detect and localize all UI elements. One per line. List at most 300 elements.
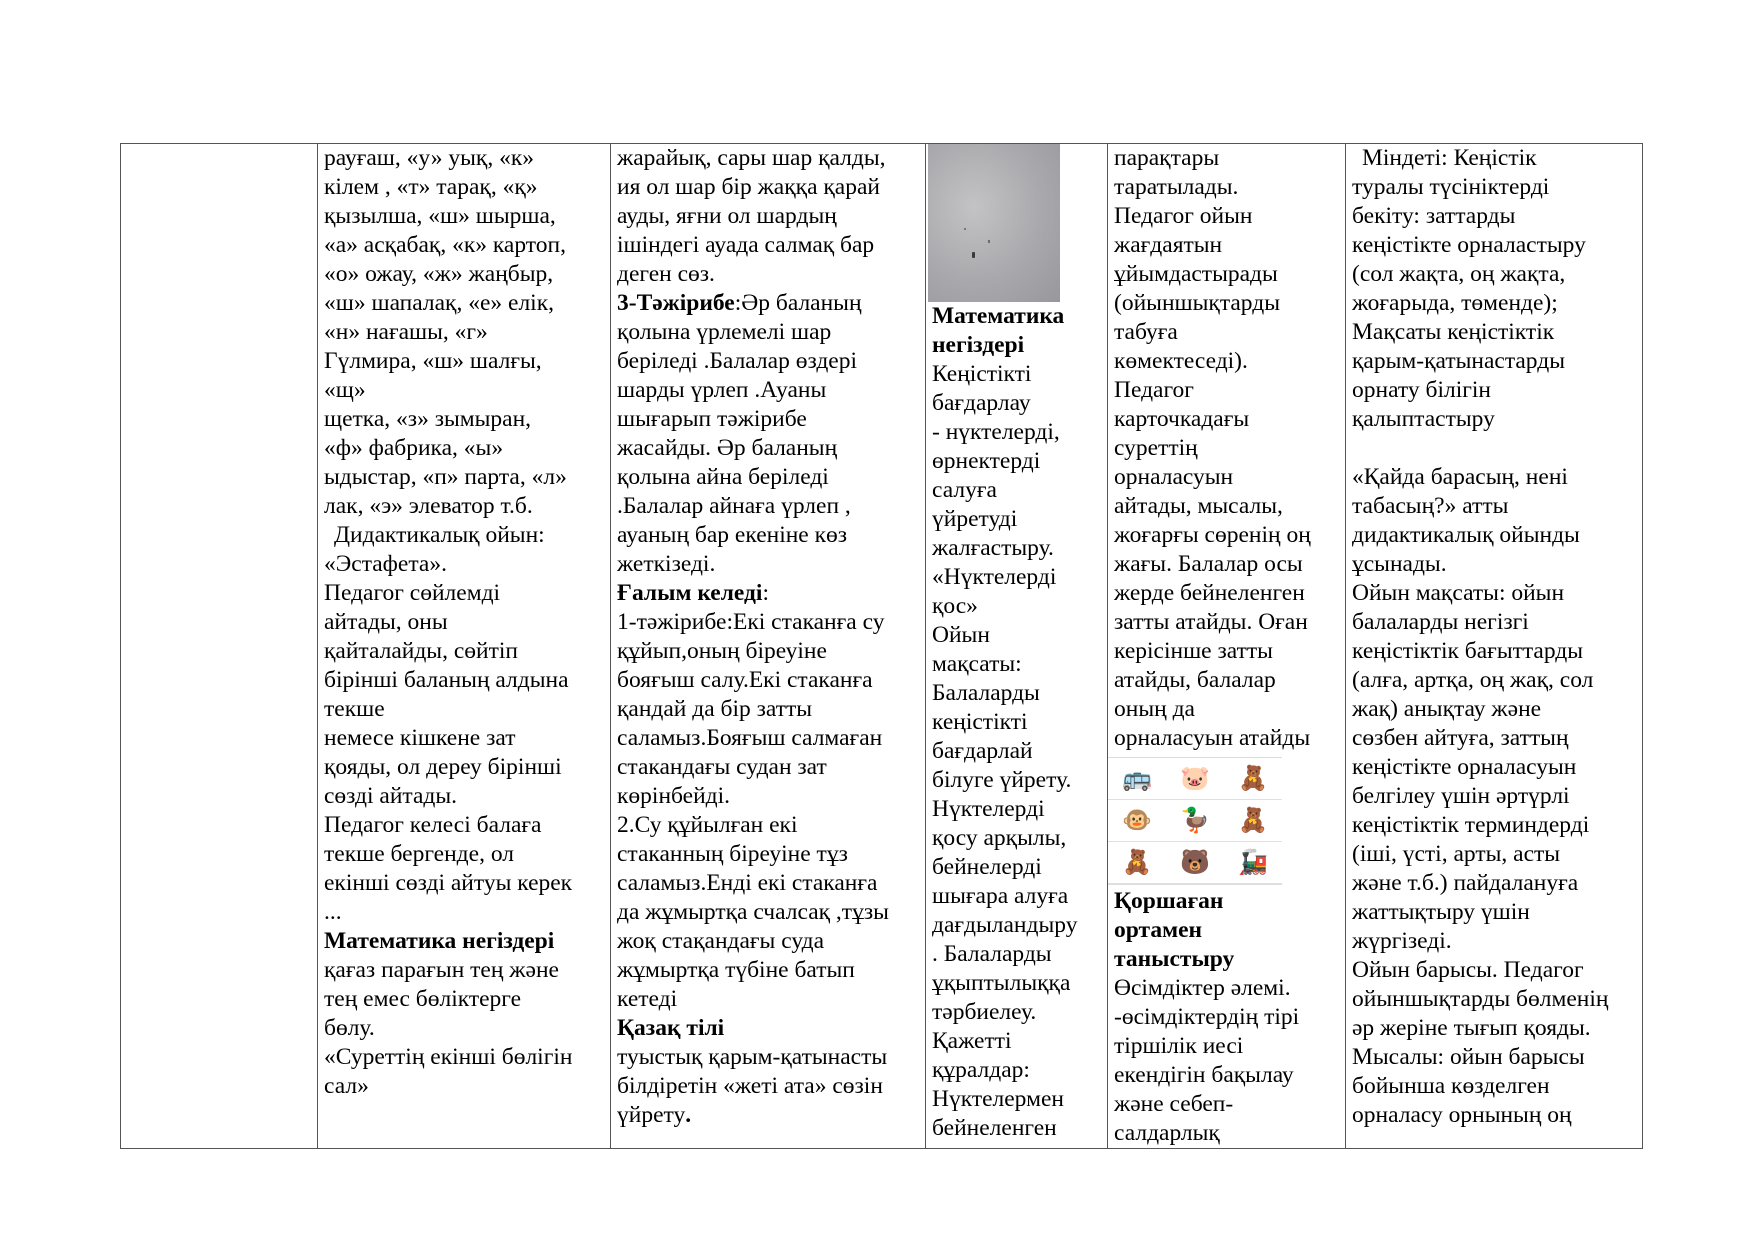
text-line (932, 969, 1101, 998)
text-line (617, 1043, 919, 1072)
text-run: тіршілік иесі (1114, 1033, 1244, 1059)
toy-icon: 🧸 (1224, 800, 1282, 842)
text-line (324, 231, 604, 260)
text-run: деген сөз. (617, 261, 715, 287)
text-line (1114, 974, 1339, 1003)
text-run: Педагог сөйлемді (324, 580, 501, 606)
text-line (324, 956, 604, 985)
text-line (1352, 260, 1636, 289)
text-run: саламыз.Енді екі стаканға (617, 870, 878, 896)
text-line (324, 463, 604, 492)
text-run: «Суреттің екінші бөлігін (324, 1044, 573, 1070)
toy-icon: 🚂 (1224, 842, 1282, 884)
text-run: Нүктелермен (932, 1086, 1064, 1112)
text-run: сал» (324, 1073, 369, 1099)
text-run: лак, «э» элеватор т.б. (324, 493, 533, 519)
text-run: Нүктелерді (932, 796, 1045, 822)
text-line (324, 869, 604, 898)
text-line (1114, 1003, 1339, 1032)
text-line (1352, 985, 1636, 1014)
text-line (1352, 753, 1636, 782)
text-run: «Қайда барасың, нені (1352, 464, 1568, 490)
text-run: ортамен (1114, 917, 1203, 943)
text-run: «н» нағашы, «г» (324, 319, 488, 345)
text-line (1114, 579, 1339, 608)
text-line (617, 1014, 919, 1043)
text-run: немесе кішкене зат (324, 725, 516, 751)
text-run: Қазақ тілі (617, 1015, 725, 1041)
text-run: ұйымдастырады (1114, 261, 1278, 287)
text-run: әр жеріне тығып қояды. (1352, 1015, 1591, 1041)
text-run: таратылады. (1114, 174, 1239, 200)
text-line (324, 434, 604, 463)
text-run: : (762, 580, 769, 606)
text-run: ия ол шар бір жаққа қарай (617, 174, 880, 200)
text-line (1114, 724, 1339, 753)
text-line (324, 1014, 604, 1043)
text-line (617, 405, 919, 434)
column-3-cell (611, 144, 926, 1149)
text-line (617, 434, 919, 463)
text-line (324, 405, 604, 434)
text-line (932, 650, 1101, 679)
text-run: белгілеу үшін әртүрлі (1352, 783, 1570, 809)
text-run: 1-тәжірибе:Екі стаканға су (617, 609, 885, 635)
text-run: стаканның біреуіне тұз (617, 841, 848, 867)
text-run: .Балалар айнаға үрлеп , (617, 493, 851, 519)
text-run: Ойын (932, 622, 990, 648)
text-run: өрнектерді (932, 448, 1041, 474)
text-line (932, 534, 1101, 563)
text-run: қолына үрлемелі шар (617, 319, 832, 345)
text-line (932, 1085, 1101, 1114)
column-4-text (932, 302, 1101, 1143)
text-line (617, 492, 919, 521)
text-run: «Нүктелерді (932, 564, 1057, 590)
text-run: жағдаятын (1114, 232, 1223, 258)
text-run: қояды, ол дереу бірінші (324, 754, 562, 780)
text-run: мақсаты: (932, 651, 1022, 677)
text-line (324, 753, 604, 782)
text-line (617, 550, 919, 579)
column-2-text (324, 144, 604, 1101)
text-run: кеңістікті (932, 709, 1028, 735)
text-run: дидактикалық ойынды (1352, 522, 1580, 548)
text-run: ұқыптылыққа (932, 970, 1071, 996)
text-run: «а» асқабақ, «к» картоп, (324, 232, 566, 258)
text-run: бірінші баланың алдына (324, 667, 569, 693)
text-run: керісінше затты (1114, 638, 1273, 664)
text-run: бағдарлау (932, 390, 1031, 416)
text-run: екінші сөзді айтуы керек (324, 870, 573, 896)
text-run: Қажетті (932, 1028, 1012, 1054)
text-line (932, 331, 1101, 360)
text-line (617, 811, 919, 840)
text-run: бөлу. (324, 1015, 375, 1041)
text-line (932, 621, 1101, 650)
text-line (1352, 724, 1636, 753)
text-line (617, 231, 919, 260)
text-line (932, 302, 1101, 331)
photo-image (928, 144, 1060, 302)
text-run: жоқ стақандағы суда (617, 928, 825, 954)
text-line (1114, 637, 1339, 666)
text-run: рауғаш, «у» уық, «к» (324, 145, 534, 171)
text-line (617, 898, 919, 927)
text-run: щетка, «з» зымыран, (324, 406, 532, 432)
text-line (324, 376, 604, 405)
text-run: салдарлық (1114, 1120, 1220, 1146)
text-run: саламыз.Бояғыш салмаған (617, 725, 883, 751)
text-run: көмектеседі). (1114, 348, 1248, 374)
text-line (932, 1114, 1101, 1143)
text-run: бейнеленген (932, 1115, 1057, 1141)
text-line (1114, 695, 1339, 724)
text-line (1114, 887, 1339, 916)
text-run: қолына айна беріледі (617, 464, 829, 490)
text-line (324, 318, 604, 347)
text-run: ауаның бар екеніне көз (617, 522, 848, 548)
text-line (932, 940, 1101, 969)
text-run: бояғыш салу.Екі стаканға (617, 667, 873, 693)
column-5-text-top (1114, 144, 1339, 753)
column-4-cell (926, 144, 1108, 1149)
text-line (617, 1072, 919, 1101)
text-run: жүргізеді. (1352, 928, 1452, 954)
text-run: ұсынады. (1352, 551, 1447, 577)
text-run: жоғарғы сөренің оң (1114, 522, 1311, 548)
text-run: беріледі .Балалар өздері (617, 348, 857, 374)
text-line (1352, 492, 1636, 521)
text-line (1352, 840, 1636, 869)
text-line (1352, 869, 1636, 898)
text-run: және себеп- (1114, 1091, 1234, 1117)
text-run: айтады, оны (324, 609, 448, 635)
text-run: табасың?» атты (1352, 493, 1509, 519)
text-run: Мысалы: ойын барысы (1352, 1044, 1585, 1070)
text-run: үйретуді (932, 506, 1018, 532)
text-line (324, 173, 604, 202)
text-run: қандай да бір затты (617, 696, 813, 722)
text-line (1114, 318, 1339, 347)
text-run: орнату білігін (1352, 377, 1491, 403)
text-line (1114, 1119, 1339, 1148)
text-run: суреттің (1114, 435, 1198, 461)
text-run: текше (324, 696, 385, 722)
bold-trailing: . (685, 1102, 692, 1128)
text-line (1114, 289, 1339, 318)
text-line (1114, 202, 1339, 231)
toy-icon: 🧸 (1224, 758, 1282, 800)
text-line (1352, 695, 1636, 724)
bold-heading: 3-Тәжірибе (617, 290, 735, 316)
text-run: - нүктелерді, (932, 419, 1060, 445)
text-line (1352, 637, 1636, 666)
text-line (324, 608, 604, 637)
text-line (324, 637, 604, 666)
text-line (1352, 405, 1636, 434)
text-run: :Әр баланың (734, 290, 862, 316)
text-line (1114, 521, 1339, 550)
text-run: білуге үйрету. (932, 767, 1072, 793)
text-line (932, 737, 1101, 766)
text-line (1114, 1061, 1339, 1090)
text-line (1352, 608, 1636, 637)
text-run: салуға (932, 477, 997, 503)
text-run: Ойын барысы. Педагог (1352, 957, 1584, 983)
text-run: текше бергенде, ол (324, 841, 514, 867)
text-run: қағаз парағын тең және (324, 957, 559, 983)
text-run: жаттықтыру үшін (1352, 899, 1530, 925)
column-5-text-bottom (1114, 887, 1339, 1148)
text-run: ойыншықтарды бөлменің (1352, 986, 1609, 1012)
text-line (324, 985, 604, 1014)
toys-picture (1108, 757, 1282, 885)
column-3-text (617, 144, 919, 1130)
text-run: қосу арқылы, (932, 825, 1067, 851)
toy-icon: 🚌 (1108, 758, 1166, 800)
text-run: орналасу орнының оң (1352, 1102, 1572, 1128)
text-line (324, 782, 604, 811)
text-line (324, 927, 604, 956)
text-line (1114, 492, 1339, 521)
text-line (1352, 1043, 1636, 1072)
text-line (932, 853, 1101, 882)
text-run: бекіту: заттарды (1352, 203, 1516, 229)
text-run: карточкадағы (1114, 406, 1250, 432)
text-run: бағдарлай (932, 738, 1033, 764)
text-run: құйып,оның біреуіне (617, 638, 827, 664)
text-run: шығарып тәжірибе (617, 406, 807, 432)
text-line (1352, 1101, 1636, 1130)
text-run: (алға, артқа, оң жақ, сол (1352, 667, 1594, 693)
text-run: құралдар: (932, 1057, 1030, 1083)
text-line (932, 563, 1101, 592)
text-run: үйрету (617, 1102, 686, 1128)
text-line (617, 666, 919, 695)
text-run: және т.б.) пайдалануға (1352, 870, 1579, 896)
text-line (1352, 521, 1636, 550)
toy-icon: 🐻 (1166, 842, 1224, 884)
text-line (617, 608, 919, 637)
text-run: Математика (932, 303, 1065, 329)
text-run: табуға (1114, 319, 1178, 345)
text-line (617, 985, 919, 1014)
text-line (324, 1072, 604, 1101)
text-run: Ойын мақсаты: ойын (1352, 580, 1565, 606)
text-line (1114, 434, 1339, 463)
text-run: Педагог келесі балаға (324, 812, 542, 838)
text-line (324, 260, 604, 289)
text-run: орналасуын атайды (1114, 725, 1311, 751)
text-run: оның да (1114, 696, 1195, 722)
text-run: Дидактикалық ойын: (334, 522, 545, 548)
text-line (932, 1056, 1101, 1085)
text-line (617, 782, 919, 811)
text-line (1114, 405, 1339, 434)
text-line (1352, 463, 1636, 492)
text-line (617, 376, 919, 405)
text-line (324, 811, 604, 840)
text-line (1352, 144, 1636, 173)
text-line (932, 679, 1101, 708)
text-run: (ойыншықтарды (1114, 290, 1280, 316)
text-run: ... (324, 899, 342, 925)
text-run: «Эстафета». (324, 551, 447, 577)
text-line (1352, 956, 1636, 985)
column-2-cell (318, 144, 611, 1149)
text-line (932, 505, 1101, 534)
text-line (324, 840, 604, 869)
text-run: кеңістіктік терминдерді (1352, 812, 1590, 838)
text-run: балаларды негізгі (1352, 609, 1529, 635)
text-run: стакандағы судан зат (617, 754, 827, 780)
text-line (1352, 579, 1636, 608)
text-line (1352, 318, 1636, 347)
text-run: (ішi, үсті, арты, асты (1352, 841, 1561, 867)
text-run: 2.Су құйылған екі (617, 812, 798, 838)
text-line (617, 318, 919, 347)
text-run: тең емес бөліктерге (324, 986, 522, 1012)
text-run: орналасуын (1114, 464, 1234, 490)
text-run: таныстыру (1114, 946, 1235, 972)
text-run: Гүлмира, «ш» шалғы, (324, 348, 542, 374)
text-line (932, 998, 1101, 1027)
text-run: қызылша, «ш» шырша, (324, 203, 556, 229)
text-run: . Балаларды (932, 941, 1052, 967)
text-run: Педагог ойын (1114, 203, 1253, 229)
text-run: білдіретін «жеті ата» сөзін (617, 1073, 883, 1099)
text-line (324, 202, 604, 231)
column-1-cell (121, 144, 318, 1149)
text-run: жарайық, сары шар қалды, (617, 145, 886, 171)
text-line (932, 418, 1101, 447)
text-run: да жұмыртқа счалсақ ,тұзы (617, 899, 889, 925)
text-line (617, 579, 919, 608)
text-line (1114, 916, 1339, 945)
text-line (1352, 202, 1636, 231)
text-run: қарым-қатынастарды (1352, 348, 1565, 374)
text-run: (сол жақта, оң жақта, (1352, 261, 1566, 287)
text-line (617, 869, 919, 898)
text-run: бойынша көзделген (1352, 1073, 1550, 1099)
text-line (1114, 463, 1339, 492)
text-run: «ф» фабрика, «ы» (324, 435, 504, 461)
text-run: атайды, балалар (1114, 667, 1276, 693)
text-run: кеңістікте орналасуын (1352, 754, 1577, 780)
text-line (1114, 144, 1339, 173)
toy-icon: 🐷 (1166, 758, 1224, 800)
text-line (324, 521, 604, 550)
text-run: шығара алуға (932, 883, 1069, 909)
text-run: туыстық қарым-қатынасты (617, 1044, 888, 1070)
text-line (324, 492, 604, 521)
text-line (617, 260, 919, 289)
text-line (324, 347, 604, 376)
toy-icon: 🦆 (1166, 800, 1224, 842)
text-line (324, 666, 604, 695)
column-5-cell (1108, 144, 1346, 1149)
text-run: затты атайды. Оған (1114, 609, 1308, 635)
text-line (1352, 927, 1636, 956)
text-line (932, 360, 1101, 389)
text-line (617, 724, 919, 753)
text-line (932, 447, 1101, 476)
text-line (1352, 811, 1636, 840)
text-line (1114, 608, 1339, 637)
text-run: Балаларды (932, 680, 1040, 706)
text-line (1114, 1032, 1339, 1061)
text-line (617, 289, 919, 318)
text-run: Мақсаты кеңістіктік (1352, 319, 1555, 345)
text-line (1114, 231, 1339, 260)
toy-icon: 🧸 (1108, 842, 1166, 884)
text-line (932, 389, 1101, 418)
text-run: Математика негіздері (324, 928, 555, 954)
table-row (121, 144, 1643, 1149)
text-line (1352, 347, 1636, 376)
bold-heading: Ғалым келеді (617, 580, 763, 606)
text-run: сөзді айтады. (324, 783, 458, 809)
text-run: парақтары (1114, 145, 1220, 171)
text-run: сөзбен айтуға, заттың (1352, 725, 1569, 751)
text-run: негіздері (932, 332, 1025, 358)
text-line (617, 695, 919, 724)
toy-icon: 🐵 (1108, 800, 1166, 842)
text-line (1114, 260, 1339, 289)
text-line (932, 708, 1101, 737)
text-line (1352, 666, 1636, 695)
text-line (1114, 1090, 1339, 1119)
text-line (1114, 945, 1339, 974)
text-line (1352, 898, 1636, 927)
text-run: көрінбейді. (617, 783, 731, 809)
text-run: жақ) анықтау және (1352, 696, 1542, 722)
text-line (1114, 550, 1339, 579)
lesson-plan-table (120, 143, 1643, 1149)
text-line (1352, 289, 1636, 318)
text-line (324, 550, 604, 579)
text-run: -өсімдіктердің тірі (1114, 1004, 1300, 1030)
text-run: тәрбиелеу. (932, 999, 1037, 1025)
text-run: ауды, яғни ол шардың (617, 203, 837, 229)
text-line (617, 637, 919, 666)
text-line (617, 1101, 919, 1130)
text-line (1114, 173, 1339, 202)
text-line (1352, 1014, 1636, 1043)
text-run: Қоршаған (1114, 888, 1224, 914)
text-line (932, 476, 1101, 505)
text-run: Педагог (1114, 377, 1194, 403)
text-run: жұмыртқа түбіне батып (617, 957, 855, 983)
text-run: бейнелерді (932, 854, 1042, 880)
text-run: Кеңістікті (932, 361, 1032, 387)
text-line (617, 927, 919, 956)
text-line (324, 144, 604, 173)
text-line (932, 882, 1101, 911)
text-run: Міндеті: Кеңістік (1362, 145, 1537, 171)
text-run: «о» ожау, «ж» жаңбыр, (324, 261, 554, 287)
column-6-text (1352, 144, 1636, 1130)
text-line (1114, 666, 1339, 695)
text-line (324, 695, 604, 724)
text-run: кеңістіктік бағыттарды (1352, 638, 1584, 664)
text-run: жерде бейнеленген (1114, 580, 1305, 606)
text-line (1352, 376, 1636, 405)
text-line (617, 173, 919, 202)
text-line (932, 824, 1101, 853)
text-line (932, 592, 1101, 621)
